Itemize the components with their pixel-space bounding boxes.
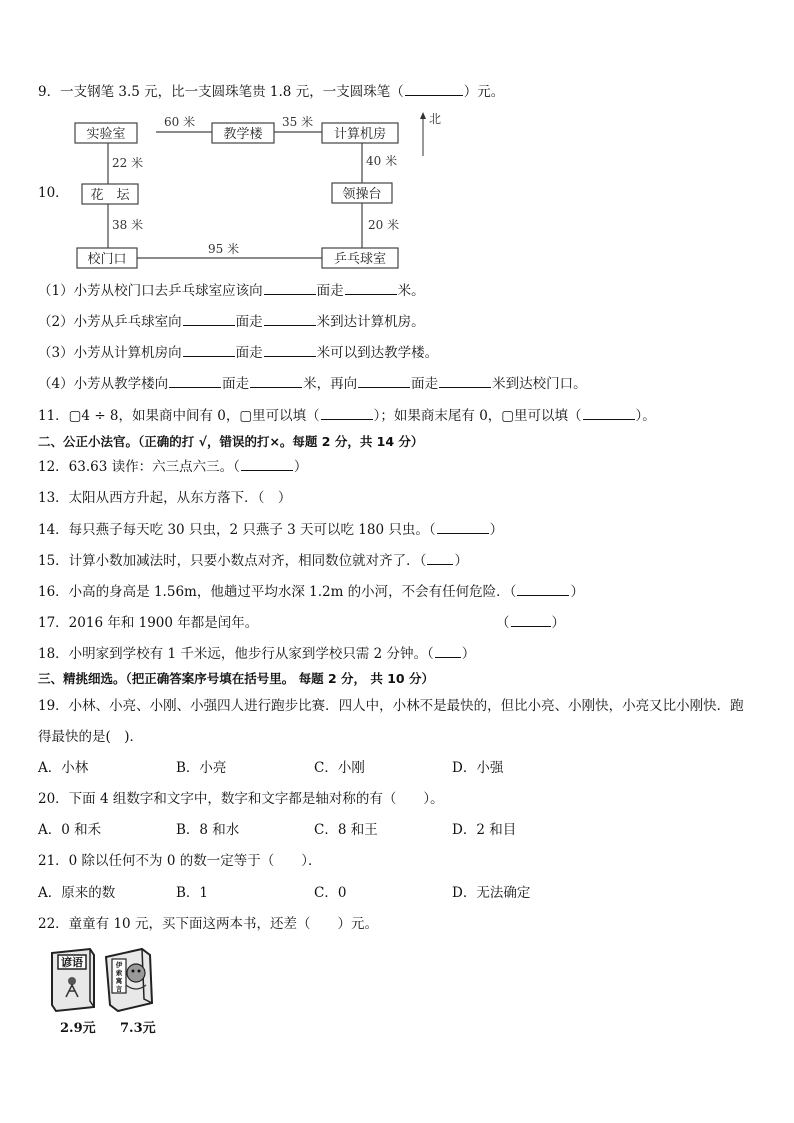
q17-answer <box>496 614 565 632</box>
answer-blank[interactable] <box>427 552 453 565</box>
books-illustration <box>46 945 176 1035</box>
q10-2-text-b: 面走 <box>235 314 263 330</box>
books-icon <box>46 945 176 1015</box>
book-aesop-icon <box>106 949 152 1011</box>
label-garden: 花 坛 <box>90 188 130 203</box>
q18-text: 18．小明家到学校有 1 千米远，他步行从家到学校只需 2 分钟。（ <box>38 646 434 662</box>
option-b[interactable]: B．8 和水 <box>176 822 240 838</box>
answer-blank[interactable] <box>405 83 463 96</box>
q15-text-b: ） <box>454 553 468 569</box>
answer-blank[interactable] <box>264 344 316 357</box>
q21-options <box>38 884 738 902</box>
answer-blank[interactable] <box>183 344 235 357</box>
q17-open: （ <box>496 615 510 631</box>
q10-3-text-b: 面走 <box>235 345 263 361</box>
answer-blank[interactable] <box>250 375 302 388</box>
answer-blank[interactable] <box>264 313 316 326</box>
label-teaching: 教学楼 <box>223 127 263 142</box>
label-computer: 计算机房 <box>333 127 387 142</box>
question-16 <box>38 583 584 601</box>
question-21: 21．0 除以任何不为 0 的数一定等于（ ）． <box>38 853 322 869</box>
option-d[interactable]: D．小强 <box>452 760 504 776</box>
question-10-2 <box>38 313 425 331</box>
question-9 <box>38 83 504 101</box>
answer-blank[interactable] <box>583 407 635 420</box>
dist-gate-pingpong: 95 米 <box>208 242 240 256</box>
q9-text: 9．一支钢笔 3.5 元，比一支圆珠笔贵 1.8 元，一支圆珠笔（ <box>38 84 404 100</box>
q14-text-b: ） <box>489 522 504 538</box>
dist-lab-teaching: 60 米 <box>164 115 196 129</box>
answer-blank[interactable] <box>345 282 397 295</box>
answer-blank[interactable] <box>169 375 221 388</box>
q16-text-b: ） <box>570 584 584 600</box>
option-c[interactable]: C．8 和王 <box>314 822 378 838</box>
book2-price: 7.3元 <box>120 1021 156 1036</box>
q10-4-text-d: 面走 <box>411 376 439 392</box>
q20-options <box>38 821 738 839</box>
answer-blank[interactable] <box>439 375 491 388</box>
north-arrow-icon <box>420 112 441 156</box>
answer-blank[interactable] <box>264 282 316 295</box>
question-13: 13．太阳从西方升起，从东方落下．（ ） <box>38 490 292 506</box>
book-proverbs-icon <box>52 949 94 1011</box>
q10-4-text-e: 米到达校门口。 <box>492 376 587 392</box>
q12-text: 12．63.63 读作：六三点六三。（ <box>38 459 240 475</box>
question-11 <box>38 407 656 425</box>
q10-2-text-c: 米到达计算机房。 <box>316 314 425 330</box>
q19-options <box>38 759 738 777</box>
north-label: 北 <box>429 112 442 126</box>
question-15 <box>38 552 468 570</box>
option-c[interactable]: C．小刚 <box>314 760 365 776</box>
answer-blank[interactable] <box>321 407 373 420</box>
q11-text: 11．▢4 ÷ 8，如果商中间有 0，▢里可以填（ <box>38 408 320 424</box>
question-19-line1: 19．小林、小亮、小刚、小强四人进行跑步比赛．四人中，小林不是最快的，但比小亮、小刚快，小亮又比小刚快．跑 <box>38 698 744 714</box>
section-2-heading: 二、公正小法官。（正确的打 √，错误的打×。每题 2 分，共 14 分） <box>38 434 424 449</box>
q10-4-text-b: 面走 <box>222 376 250 392</box>
option-a[interactable]: A．小林 <box>38 760 89 776</box>
dist-podium-pingpong: 20 米 <box>368 218 400 232</box>
q15-text: 15．计算小数加减法时，只要小数点对齐，相同数位就对齐了．（ <box>38 553 427 569</box>
answer-blank[interactable] <box>358 375 410 388</box>
question-20: 20．下面 4 组数字和文字中，数字和文字都是轴对称的有（ ）。 <box>38 791 444 807</box>
label-podium: 领操台 <box>342 187 382 202</box>
label-lab: 实验室 <box>86 127 126 142</box>
dist-teaching-computer: 35 米 <box>282 115 314 129</box>
option-d[interactable]: D．2 和目 <box>452 822 517 838</box>
q10-4-text-c: 米，再向 <box>303 376 358 392</box>
book2-title-4: 言 <box>115 985 123 993</box>
campus-map <box>70 110 450 272</box>
option-d[interactable]: D．无法确定 <box>452 885 531 901</box>
option-c[interactable]: C．0 <box>314 885 347 901</box>
answer-blank[interactable] <box>435 645 461 658</box>
q10-1-text: （1）小芳从校门口去乒乓球室应该向 <box>38 283 263 299</box>
q10-1-text-b: 面走 <box>316 283 344 299</box>
book2-title-1: 伊 <box>115 961 123 969</box>
question-10-3 <box>38 344 438 362</box>
question-10-number: 10． <box>38 185 69 201</box>
question-14 <box>38 521 503 539</box>
question-12 <box>38 458 307 476</box>
label-pingpong: 乒乓球室 <box>333 252 387 267</box>
q10-1-text-c: 米。 <box>397 283 425 299</box>
question-22: 22．童童有 10 元，买下面这两本书，还差（ ）元。 <box>38 916 378 932</box>
book1-title: 谚语 <box>61 956 83 969</box>
q11-text-c: ）。 <box>635 408 656 424</box>
book1-price: 2.9元 <box>60 1021 96 1036</box>
q10-4-text: （4）小芳从教学楼向 <box>38 376 169 392</box>
answer-blank[interactable] <box>437 521 489 534</box>
question-19-line2: 得最快的是( )． <box>38 729 144 745</box>
q17-text: 17．2016 年和 1900 年都是闰年。 <box>38 615 259 631</box>
book2-title-3: 寓 <box>115 977 123 985</box>
question-10-4 <box>38 375 587 393</box>
answer-blank[interactable] <box>511 614 551 627</box>
q10-3-text: （3）小芳从计算机房向 <box>38 345 182 361</box>
question-17 <box>38 614 565 632</box>
q17-close: ） <box>551 615 565 631</box>
book2-title-2: 索 <box>115 969 123 977</box>
q18-text-b: ） <box>461 646 476 662</box>
dist-garden-gate: 38 米 <box>112 218 144 232</box>
q16-text: 16．小高的身高是 1.56m，他趟过平均水深 1.2m 的小河，不会有任何危险．（ <box>38 584 517 600</box>
answer-blank[interactable] <box>241 458 293 471</box>
q11-text-b: ）；如果商末尾有 0，▢里可以填（ <box>373 408 582 424</box>
q14-text: 14．每只燕子每天吃 30 只虫，2 只燕子 3 天可以吃 180 只虫。（ <box>38 522 436 538</box>
option-b[interactable]: B．小亮 <box>176 760 227 776</box>
q10-2-text: （2）小芳从乒乓球室向 <box>38 314 182 330</box>
answer-blank[interactable] <box>517 583 569 596</box>
label-gate: 校门口 <box>87 252 127 267</box>
option-a[interactable]: A．0 和禾 <box>38 822 102 838</box>
q12-text-b: ） <box>293 459 308 475</box>
dist-computer-podium: 40 米 <box>366 154 398 168</box>
dist-lab-garden: 22 米 <box>112 156 144 170</box>
question-18 <box>38 645 475 663</box>
question-10-1 <box>38 282 425 300</box>
answer-blank[interactable] <box>183 313 235 326</box>
q10-3-text-c: 米可以到达教学楼。 <box>316 345 439 361</box>
option-a[interactable]: A．原来的数 <box>38 885 116 901</box>
q9-text-end: ）元。 <box>463 84 505 100</box>
section-3-heading: 三、精挑细选。（把正确答案序号填在括号里。 每题 2 分， 共 10 分） <box>38 671 434 686</box>
option-b[interactable]: B．1 <box>176 885 209 901</box>
